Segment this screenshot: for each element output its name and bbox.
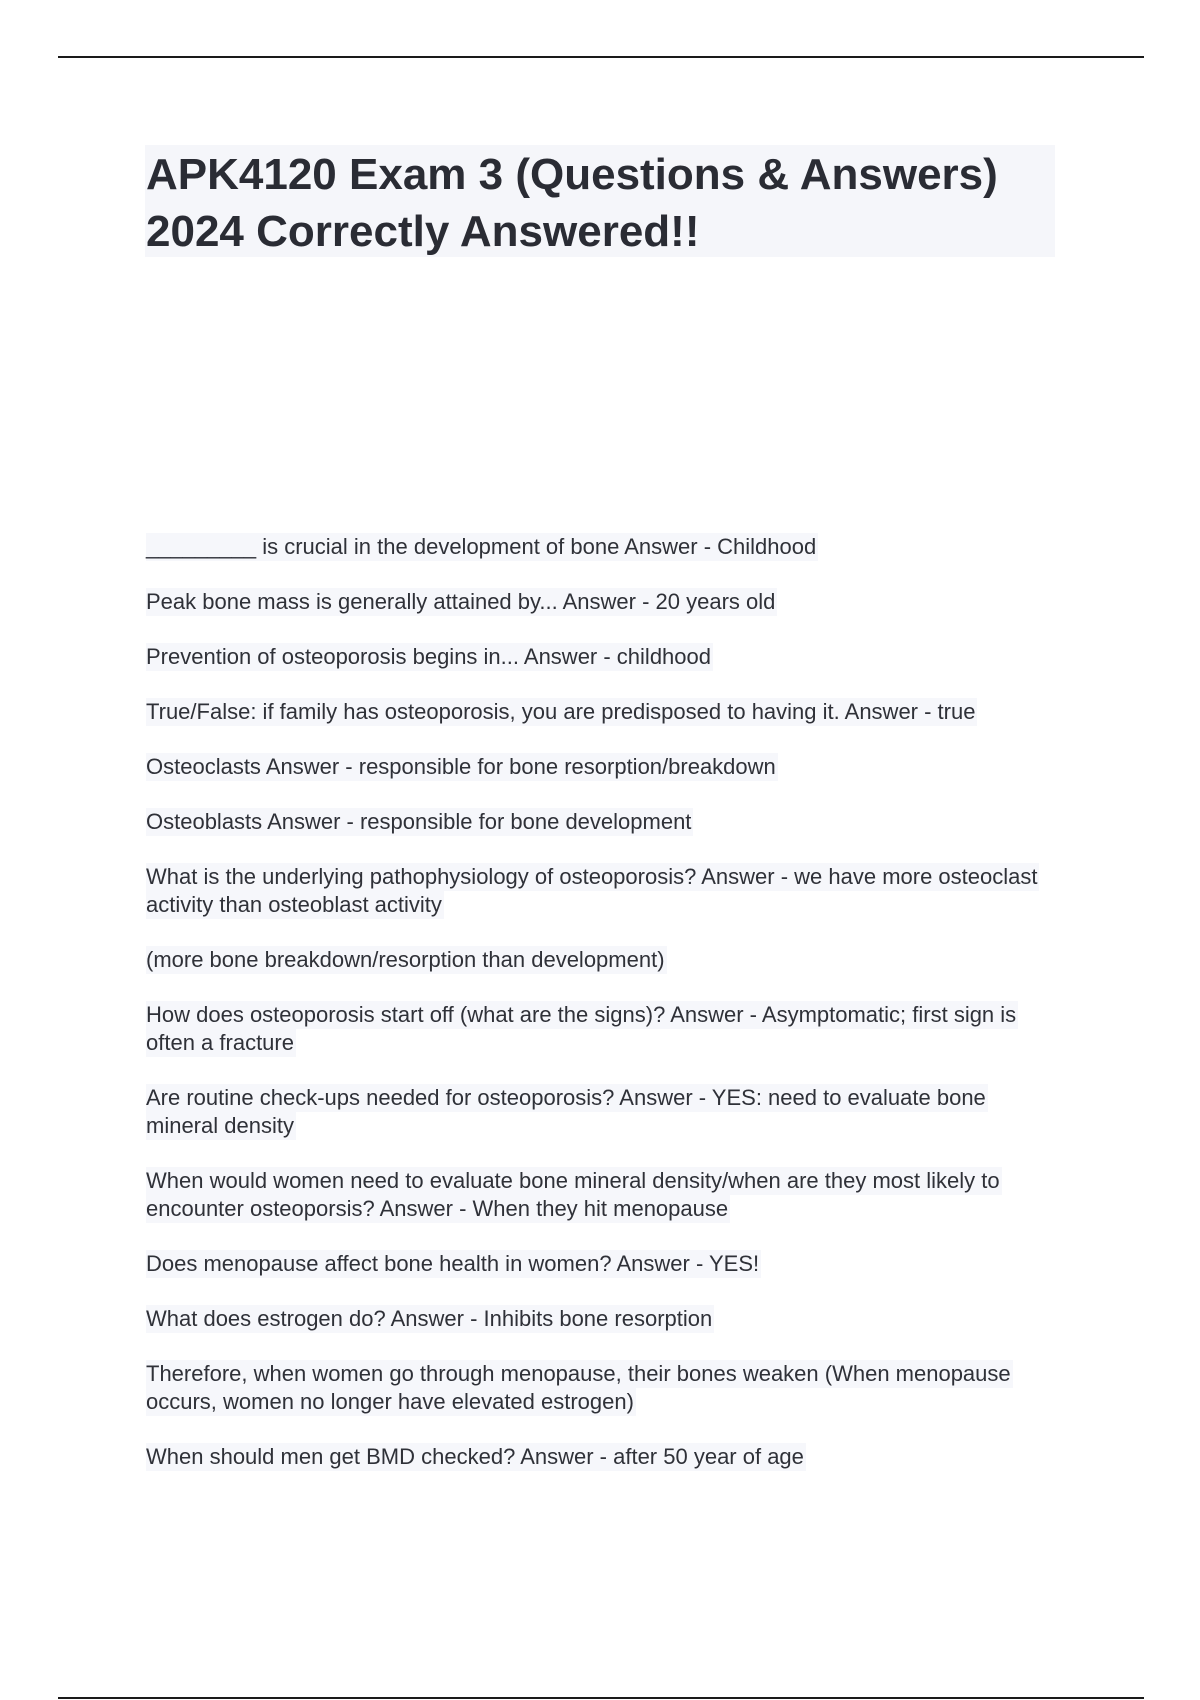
qa-item bbox=[146, 1084, 1046, 1140]
qa-item bbox=[146, 808, 1046, 836]
qa-text: True/False: if family has osteoporosis, you are predisposed to having it. Answer - true bbox=[146, 699, 976, 724]
qa-text: What does estrogen do? Answer - Inhibits bone resorption bbox=[146, 1306, 713, 1331]
qa-text: Osteoclasts Answer - responsible for bone resorption/breakdown bbox=[146, 754, 776, 779]
qa-text: When should men get BMD checked? Answer - after 50 year of age bbox=[146, 1444, 804, 1469]
qa-text: Therefore, when women go through menopause, their bones weaken (When menopause occurs, women no longer have elevated estrogen) bbox=[146, 1361, 1011, 1414]
page-title: APK4120 Exam 3 (Questions & Answers) 2024 Correctly Answered!! bbox=[146, 150, 998, 256]
qa-text: When would women need to evaluate bone mineral density/when are they most likely to encounter osteoporsis? Answer - When they hit menopause bbox=[146, 1168, 1000, 1221]
qa-text: Peak bone mass is generally attained by... Answer - 20 years old bbox=[146, 589, 776, 614]
qa-item bbox=[146, 1360, 1046, 1416]
qa-item bbox=[146, 946, 1046, 974]
qa-item bbox=[146, 533, 1046, 561]
qa-text: Osteoblasts Answer - responsible for bone development bbox=[146, 809, 692, 834]
qa-item bbox=[146, 643, 1046, 671]
qa-item bbox=[146, 588, 1046, 616]
qa-text: Are routine check-ups needed for osteoporosis? Answer - YES: need to evaluate bone mineral density bbox=[146, 1085, 986, 1138]
top-divider bbox=[58, 56, 1144, 58]
qa-item bbox=[146, 1250, 1046, 1278]
bottom-divider bbox=[58, 1697, 1144, 1699]
qa-item bbox=[146, 698, 1046, 726]
qa-item bbox=[146, 753, 1046, 781]
qa-item bbox=[146, 863, 1046, 919]
qa-item bbox=[146, 1167, 1046, 1223]
qa-text: Prevention of osteoporosis begins in... Answer - childhood bbox=[146, 644, 711, 669]
qa-item bbox=[146, 1443, 1046, 1471]
qa-text: Does menopause affect bone health in women? Answer - YES! bbox=[146, 1251, 760, 1276]
qa-list bbox=[146, 533, 1046, 1498]
qa-text: _________ is crucial in the development of bone Answer - Childhood bbox=[146, 534, 817, 559]
qa-text: How does osteoporosis start off (what are the signs)? Answer - Asymptomatic; first sign is often a fracture bbox=[146, 1002, 1017, 1055]
qa-item bbox=[146, 1001, 1046, 1057]
qa-item bbox=[146, 1305, 1046, 1333]
qa-text: What is the underlying pathophysiology of osteoporosis? Answer - we have more osteoclast activity than osteoblast activity bbox=[146, 864, 1038, 917]
qa-text: (more bone breakdown/resorption than development) bbox=[146, 947, 665, 972]
